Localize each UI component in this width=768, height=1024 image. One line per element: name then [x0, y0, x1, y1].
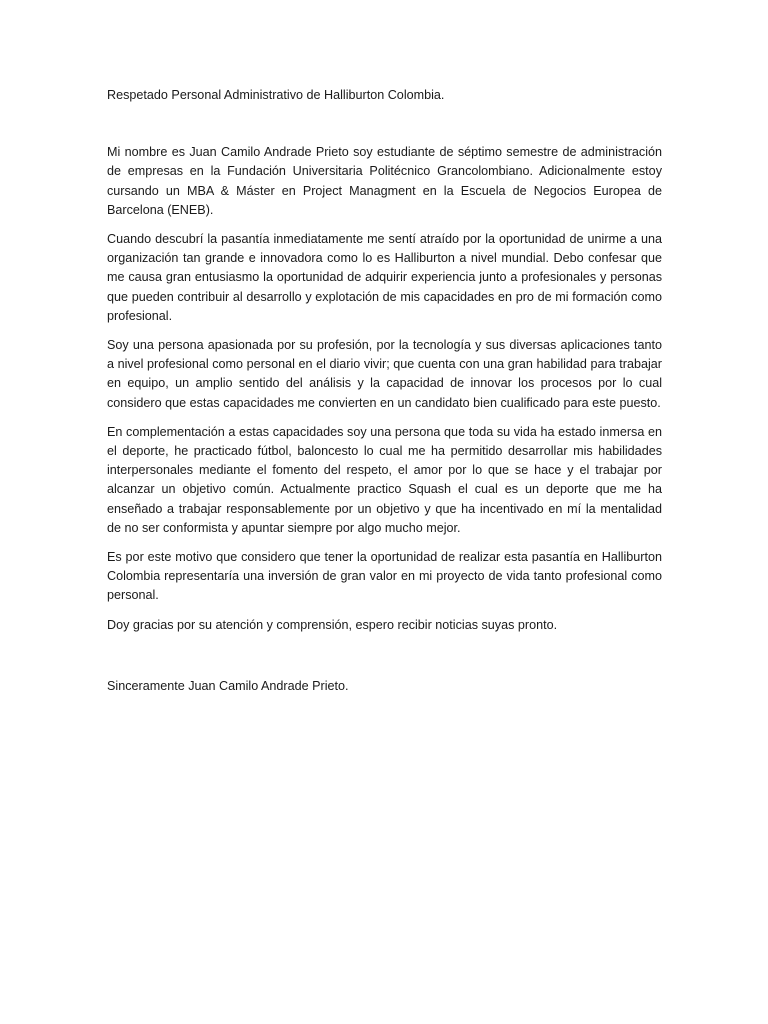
paragraph-skills: Soy una persona apasionada por su profesión, por la tecnología y sus diversas aplicaciones tanto a nivel profesional como personal en el diario vivir; que cuenta con una gran habilidad para trabajar en equipo, un amplio sentido del análisis y la capacidad de innovar los procesos por lo cual considero que estas capacidades me convierten en un candidato bien cualificado para este puesto. — [107, 338, 662, 410]
paragraph-motivation: Cuando descubrí la pasantía inmediatamente me sentí atraído por la oportunidad de unirme a una organización tan grande e innovadora como lo es Halliburton a nivel mundial. Debo confesar que me causa gran entusiasmo la oportunidad de adquirir experiencia junto a profesionales y personas que pueden contribuir al desarrollo y explotación de mis capacidades en pro de mi formación como profesional. — [107, 232, 662, 323]
paragraph-conclusion: Es por este motivo que considero que tener la oportunidad de realizar esta pasantía en Halliburton Colombia representaría una inversión de gran valor en mi proyecto de vida tanto profesional como personal. — [107, 550, 662, 603]
letter-closing: Sinceramente Juan Camilo Andrade Prieto. — [107, 678, 349, 693]
cover-letter — [107, 86, 662, 696]
letter-salutation: Respetado Personal Administrativo de Halliburton Colombia. — [107, 88, 445, 102]
paragraph-introduction: Mi nombre es Juan Camilo Andrade Prieto soy estudiante de séptimo semestre de administración de empresas en la Fundación Universitaria Politécnico Grancolombiano. Adicionalmente estoy cursando un MBA & Máster en Project Managment en la Escuela de Negocios Europea de Barcelona (ENEB). — [107, 145, 662, 217]
paragraph-thanks: Doy gracias por su atención y comprensión, espero recibir noticias suyas pronto. — [107, 617, 558, 632]
paragraph-sports: En complementación a estas capacidades soy una persona que toda su vida ha estado inmersa en el deporte, he practicado fútbol, baloncesto lo cual me ha permitido desarrollar mis habilidades interpersonales mediante el fomento del respeto, el amor por lo que se hace y el trabajar por alcanzar un objetivo común. Actualmente practico Squash el cual es un deporte que me ha enseñado a trabajar responsablemente por un objetivo y que ha incentivado en mí la mentalidad de no ser conformista y apuntar siempre por algo mucho mejor. — [107, 424, 662, 535]
